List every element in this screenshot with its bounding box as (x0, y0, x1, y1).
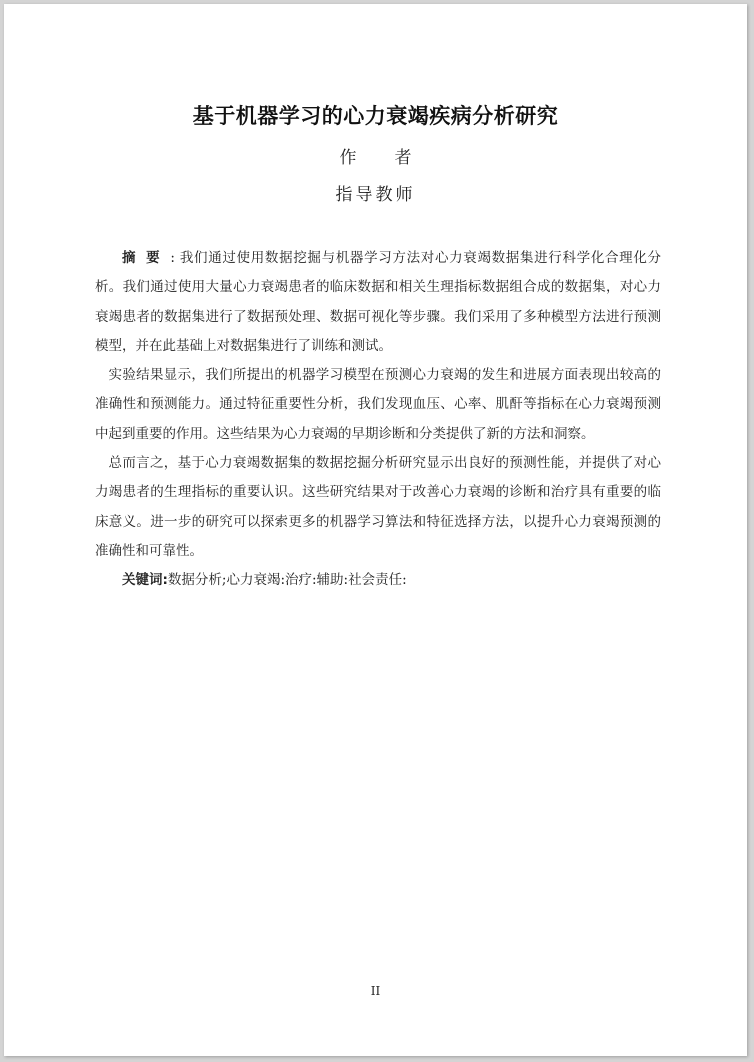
abstract-section (95, 244, 661, 596)
abstract-colon: : (170, 250, 175, 266)
keywords-text: 数据分析;心力衰竭:治疗:辅助:社会责任: (167, 572, 407, 589)
author-label: 作者 (339, 148, 450, 168)
abstract-paragraph-1-text: 我们通过使用数据挖掘与机器学习方法对心力衰竭数据集进行科学化合理化分析。我们通过使用大量心力衰竭患者的临床数据和相关生理指标数据组合成的数据集，对心力衰竭患者的数据集进行了数据预处理、数据可视化等步骤。我们采用了多种模型方法进行预测模型，并在此基础上对数据集进行了训练和测试。 (95, 250, 662, 354)
page-number: II (370, 984, 381, 998)
document-page (4, 4, 747, 1056)
document-title: 基于机器学习的心力衰竭疾病分析研究 (192, 104, 559, 128)
abstract-paragraph-2: 实验结果显示，我们所提出的机器学习模型在预测心力衰竭的发生和进展方面表现出较高的准确性和预测能力。通过特征重要性分析，我们发现血压、心率、肌酐等指标在心力衰竭预测中起到重要的作用。这些结果为心力衰竭的早期诊断和分类提供了新的方法和洞察。 (95, 367, 661, 442)
abstract-paragraph-1 (95, 244, 661, 361)
supervisor-label: 指导教师 (335, 185, 416, 205)
keywords-label: 关键词: (122, 572, 168, 589)
abstract-label: 摘要 (122, 250, 171, 266)
keywords-line (95, 566, 661, 595)
abstract-paragraph-3: 总而言之，基于心力衰竭数据集的数据挖掘分析研究显示出良好的预测性能，并提供了对心力竭患者的生理指标的重要认识。这些研究结果对于改善心力衰竭的诊断和治疗具有重要的临床意义。进一步的研究可以探索更多的机器学习算法和特征选择方法，以提升心力衰竭预测的准确性和可靠性。 (95, 455, 661, 559)
